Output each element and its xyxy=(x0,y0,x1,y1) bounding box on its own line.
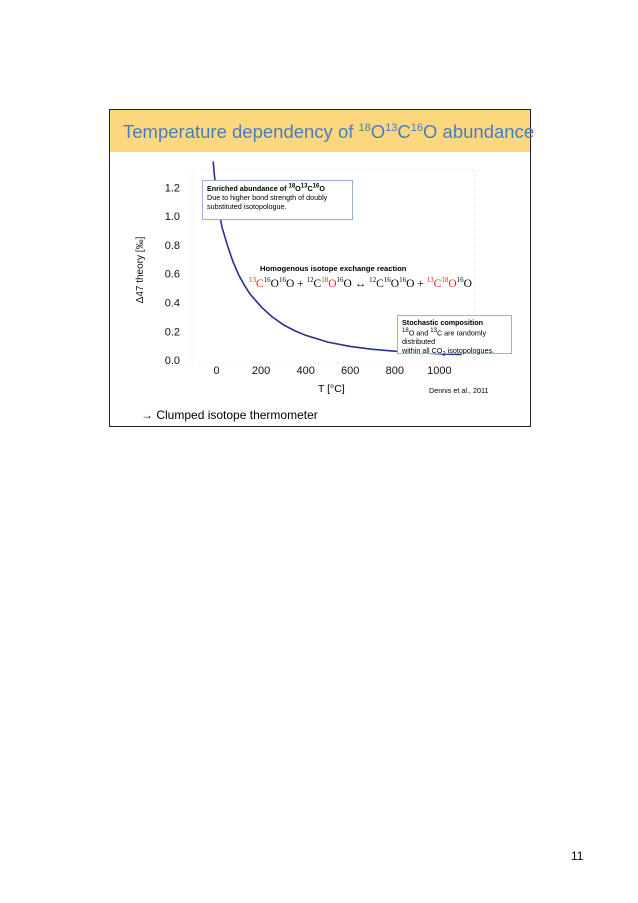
r2-iso-o1: 18 xyxy=(321,276,329,284)
x-tick-label: 400 xyxy=(296,365,315,377)
enriched-line1: Due to higher bond strength of doubly xyxy=(207,193,328,203)
stochastic-iso-o: 18 xyxy=(402,328,409,334)
plus-sign-2: + xyxy=(414,278,427,290)
title-isotope-16: 16 xyxy=(410,122,424,134)
conclusion xyxy=(141,408,318,422)
x-tick-label: 800 xyxy=(385,365,404,377)
enriched-iso-13: 13 xyxy=(300,184,308,190)
r1-iso-o2: 16 xyxy=(278,276,286,284)
r2-o2: O xyxy=(343,278,352,290)
stochastic-line1-a: O and xyxy=(408,328,431,338)
r1-iso-o1: 16 xyxy=(263,276,271,284)
r1-o1: O xyxy=(270,278,279,290)
x-tick-label: 200 xyxy=(251,365,271,377)
product2-highlight xyxy=(427,278,457,290)
annotation-stochastic xyxy=(397,315,512,358)
title-element-o2: O xyxy=(423,121,438,142)
title-element-c: C xyxy=(397,121,411,142)
enriched-iso-18: 18 xyxy=(288,184,296,190)
stochastic-iso-c: 13 xyxy=(430,328,437,334)
p2-iso-c: 13 xyxy=(426,276,434,284)
stochastic-line1-b: C are randomly distributed xyxy=(402,328,487,347)
enriched-line2: substituted isotopologue. xyxy=(207,202,287,212)
conclusion-text: Clumped isotope thermometer xyxy=(156,408,318,422)
stochastic-heading: Stochastic composition xyxy=(402,318,484,327)
enriched-iso-16: 16 xyxy=(312,184,320,190)
x-tick-label: 1000 xyxy=(427,365,452,377)
enriched-el-c: C xyxy=(307,184,313,194)
stochastic-line2-sub: 2 xyxy=(442,351,446,358)
y-tick-label: 0.2 xyxy=(164,326,180,339)
enriched-el-o: O xyxy=(295,184,301,194)
r2-iso-c: 12 xyxy=(306,276,314,284)
p1-o1: O xyxy=(390,278,400,290)
title-text: Temperature dependency of xyxy=(123,121,359,142)
p2-iso-o1: 18 xyxy=(441,276,449,284)
exchange-reaction xyxy=(249,278,472,290)
plus-sign-1: + xyxy=(294,278,307,290)
title-element-o: O xyxy=(370,121,386,142)
p1-iso-o2: 16 xyxy=(399,276,407,284)
reactant1-highlight xyxy=(249,278,264,290)
annotation-enriched xyxy=(202,180,353,220)
r1-c: C xyxy=(256,278,264,290)
y-tick-label: 0.0 xyxy=(164,355,180,368)
x-axis-ticks xyxy=(213,365,451,377)
p1-o2: O xyxy=(406,278,415,290)
r1-iso-c: 13 xyxy=(249,276,256,284)
x-tick-label: 0 xyxy=(213,365,220,377)
right-arrow-icon: → xyxy=(141,408,153,422)
y-tick-label: 0.4 xyxy=(164,297,180,310)
y-tick-label: 0.6 xyxy=(164,268,180,281)
r2-o1: O xyxy=(328,278,337,290)
p1-c: C xyxy=(376,278,384,290)
title-isotope-13: 13 xyxy=(385,122,398,134)
reactant2-highlight xyxy=(321,278,336,290)
p2-iso-o2: 16 xyxy=(456,276,464,284)
y-tick-label: 1.2 xyxy=(164,182,180,195)
p1-iso-c: 12 xyxy=(369,276,377,284)
title-suffix: abundance xyxy=(437,121,535,142)
stochastic-line2-b: isotopologues. xyxy=(445,346,495,356)
enriched-heading xyxy=(207,184,325,193)
enriched-el-o2: O xyxy=(319,184,325,194)
enriched-heading-text: Enriched abundance of xyxy=(207,184,289,194)
x-tick-label: 600 xyxy=(341,365,360,377)
page-number: 11 xyxy=(571,849,584,863)
r1-o2: O xyxy=(285,278,295,290)
y-axis-ticks xyxy=(165,182,180,367)
p2-c: C xyxy=(433,278,442,290)
y-axis-label: Δ47 theory [‰] xyxy=(135,236,146,304)
p2-o1: O xyxy=(448,278,457,290)
r2-c: C xyxy=(313,278,322,290)
title-isotope-18: 18 xyxy=(358,122,371,134)
slide xyxy=(109,109,535,427)
homogenous-label: Homogenous isotope exchange reaction xyxy=(260,264,407,273)
citation: Dennis et al., 2011 xyxy=(429,386,489,395)
p1-iso-o1: 16 xyxy=(383,276,391,284)
y-tick-label: 0.8 xyxy=(164,239,180,252)
p2-o2: O xyxy=(463,278,472,290)
equilibrium-arrow: ↔ xyxy=(351,278,370,290)
r2-iso-o2: 16 xyxy=(336,276,344,284)
x-axis-label: T [°C] xyxy=(318,383,345,395)
stochastic-line2-a: within all CO xyxy=(402,346,443,356)
y-tick-label: 1.0 xyxy=(164,211,180,224)
